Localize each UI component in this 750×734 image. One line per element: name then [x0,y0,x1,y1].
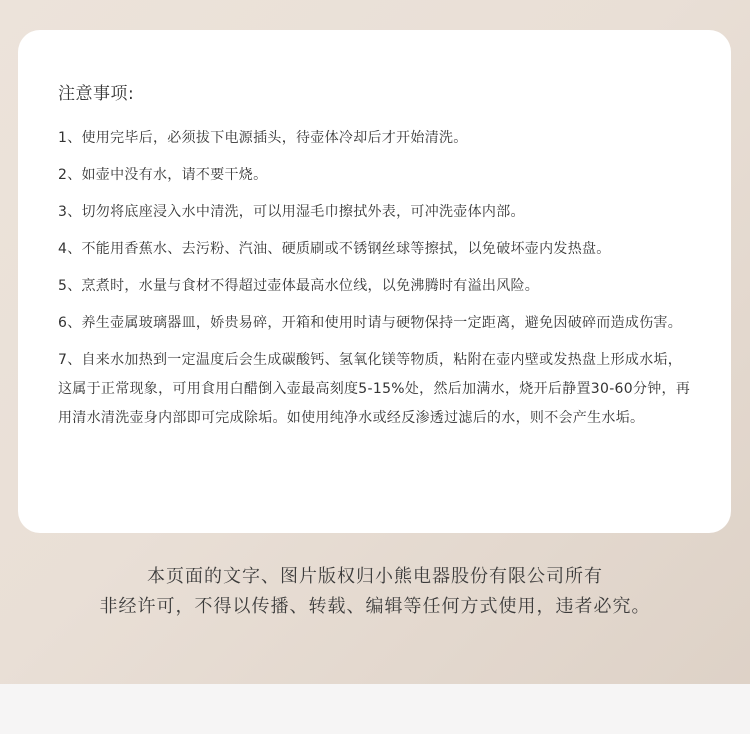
copyright-notice [0,562,750,622]
copyright-line-1: 本页面的文字、图片版权归小熊电器股份有限公司所有 [147,566,603,587]
copyright-line-2: 非经许可，不得以传播、转载、编辑等任何方式使用，违者必究。 [99,596,651,617]
page-bottom-strip [0,684,750,734]
notice-item-2: 2、如壶中没有水，请不要干烧。 [58,167,268,183]
notice-item-3: 3、切勿将底座浸入水中清洗，可以用湿毛巾擦拭外表，可冲洗壶体内部。 [58,204,525,220]
notice-item-6: 6、养生壶属玻璃器皿，娇贵易碎，开箱和使用时请与硬物保持一定距离，避免因破碎而造成伤害。 [58,315,683,331]
notice-list [58,124,691,433]
notice-card [18,30,731,533]
notice-item-4: 4、不能用香蕉水、去污粉、汽油、硬质刷或不锈钢丝球等擦拭，以免破坏壶内发热盘。 [58,241,611,257]
notice-title: 注意事项: [58,84,135,104]
notice-item-5: 5、烹煮时，水量与食材不得超过壶体最高水位线，以免沸腾时有溢出风险。 [58,278,540,294]
notice-item-1: 1、使用完毕后，必须拔下电源插头，待壶体冷却后才开始清洗。 [58,130,468,146]
notice-item-7: 7、自来水加热到一定温度后会生成碳酸钙、氢氧化镁等物质，粘附在壶内壁或发热盘上形成水垢，这属于正常现象，可用食用白醋倒入壶最高刻度5-15%处，然后加满水，烧开后静置30-60分钟，再用清水清洗壶身内部即可完成除垢。如使用纯净水或经反渗透过滤后的水，则不会产生水垢。 [58,352,691,426]
